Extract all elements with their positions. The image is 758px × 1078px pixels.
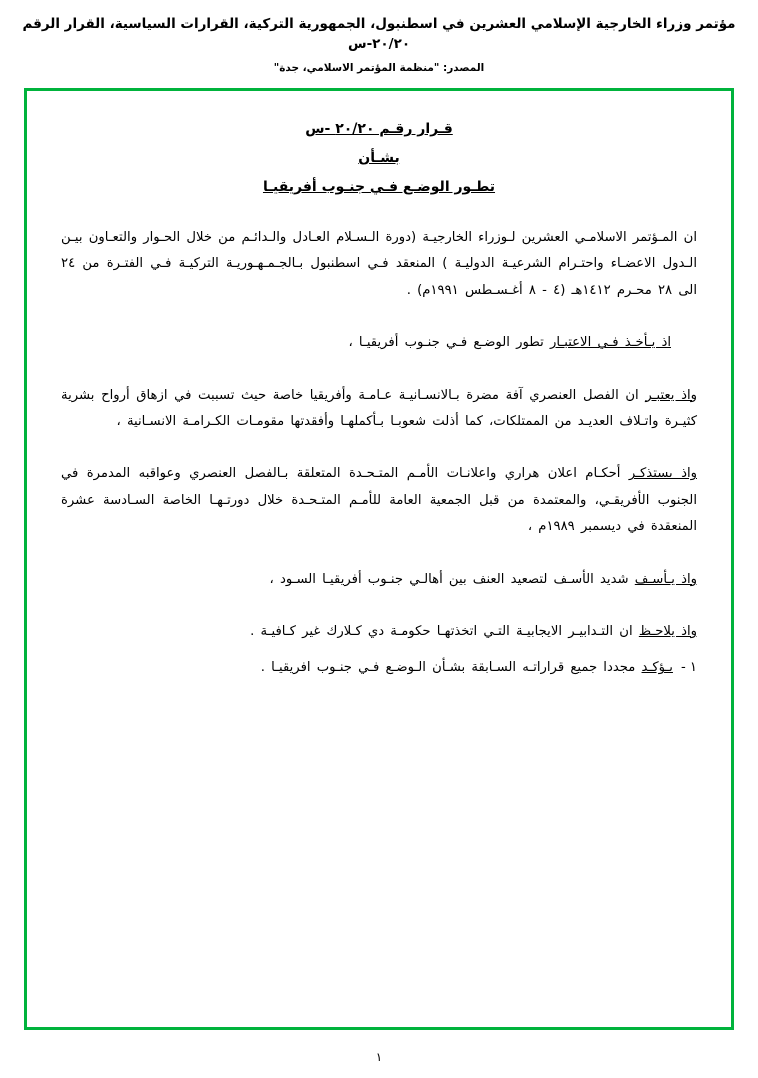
paragraph-regretting — [61, 567, 697, 593]
page-number: ١ — [375, 1050, 383, 1064]
paragraph-text: ان الفصل العنصري آفة مضرة بـالانسـانيـة عـامـة وأفريقيا خاصة حيث تسببت في ازهاق أرواح بشرية كثيـرة واتـلاف العديـد من الممتلكات، كما أذلت شعوبـا بـأكملهـا وأفقدتها مقومـات الكـرامـة الانسـانية ، — [61, 387, 697, 430]
page-header — [0, 0, 758, 74]
paragraph-considering — [61, 330, 697, 356]
paragraph-lead: اذ يـأخـذ فـي الاعتبـار — [549, 335, 671, 351]
paragraph-lead: واذ يـأسـف — [634, 571, 697, 587]
paragraph-text: تطور الوضـع فـي جنـوب أفريقيـا ، — [348, 335, 550, 351]
item-text: مجددا جميع قراراتـه السـابقة بشـأن الـوضـع فـي جنـوب افريقيـا . — [260, 660, 642, 676]
paragraph-lead: واذ يستذكـر — [628, 466, 697, 482]
numbered-item-1 — [61, 655, 697, 691]
paragraph-opening — [61, 225, 697, 304]
paragraph-lead: واذ يلاحـظ — [638, 624, 697, 640]
header-source: المصدر: "منظمة المؤتمر الاسلامي، جدة" — [273, 61, 485, 74]
item-body — [61, 655, 673, 691]
header-title: مؤتمر وزراء الخارجية الإسلامي العشرين في اسطنبول، الجمهورية التركية، القرارات السياسية، القرار الرقم ٢٠/٢٠-س — [22, 16, 736, 53]
paragraph-text: ان التـدابيـر الايجابيـة التـي اتخذتهـا حكومـة دي كـلارك غير كـافيـة . — [250, 624, 639, 640]
resolution-preposition: بشـأن — [358, 150, 400, 166]
paragraph-text: شديد الأسـف لتصعيد العنف بين أهالـي جنـوب أفريقيـا السـود ، — [269, 571, 635, 587]
resolution-subject: تطـور الوضـع فـي جنـوب أفريقيـا — [262, 179, 496, 195]
resolution-number: قـرار رقـم ٢٠/٢٠ -س — [305, 121, 453, 137]
paragraph-recalling — [61, 461, 697, 540]
item-lead: يـؤكـد — [641, 660, 673, 676]
paragraph-text: ان المـؤتمر الاسلامـي العشرين لـوزراء الخارجيـة (دورة الـسـلام العـادل والـدائـم من خلال الحـوار والتعـاون بيـن الـدول الاعضـاء واحتـرام الشرعيـة الدوليـة ) المنعقد فـي اسطنبول بـالجـمـهـوريـة التركيـة فـي الفتـرة من ٢٤ الى ٢٨ محـرم ١٤١٢هـ (٤ - ٨ أغـسـطس ١٩٩١م) . — [61, 230, 697, 298]
paragraph-lead: واذ يعتبـر — [645, 387, 697, 403]
paragraph-racial-segregation — [61, 383, 697, 436]
page-footer — [0, 1050, 758, 1064]
paragraph-text: أحكـام اعلان هراري واعلانـات الأمـم المتـحـدة المتعلقة بـالفصل العنصري وعواقبه المدمرة في الجنوب الأفريقـي، والمعتمدة من قبل الجمعية العامة للأمـم المتـحـدة خلال دورتـهـا الخاصة السـادسة عشرة المنعقدة في ديسمبر ١٩٨٩م ، — [61, 466, 697, 535]
document-title-block — [61, 121, 697, 195]
paragraph-noting — [61, 619, 697, 645]
item-paragraph — [61, 655, 673, 681]
item-number: ١ - — [680, 660, 697, 676]
document-frame — [24, 88, 734, 1030]
